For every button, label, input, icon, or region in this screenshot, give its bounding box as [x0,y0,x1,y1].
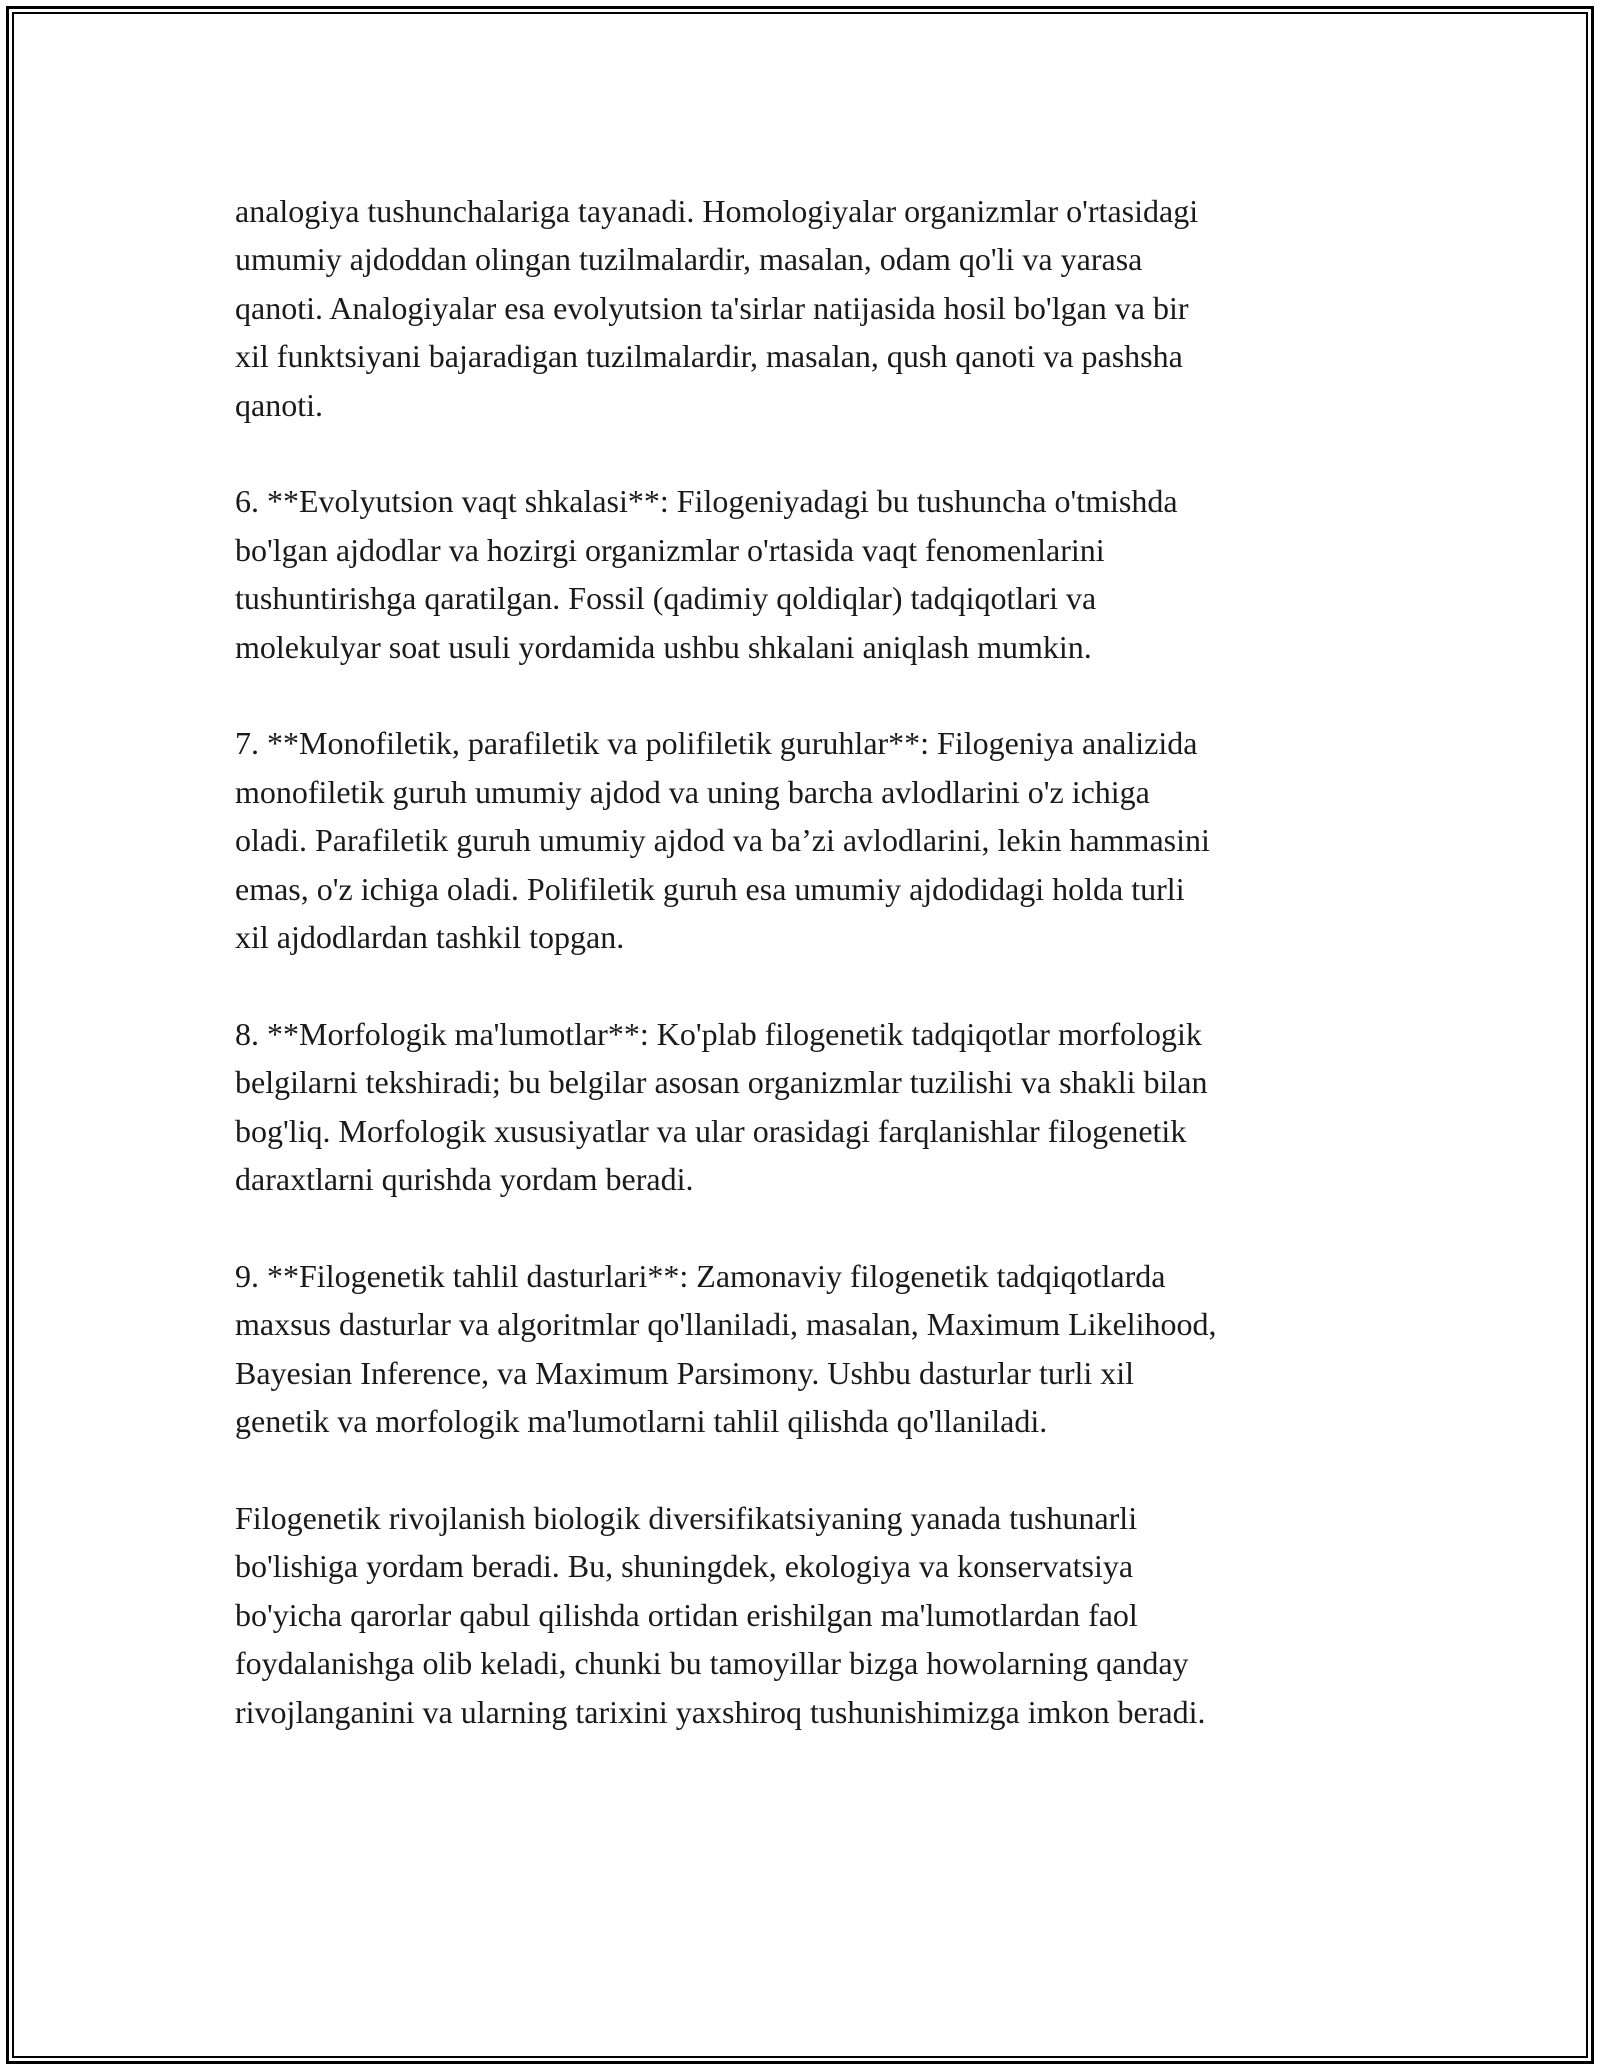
text-line: xil ajdodlardan tashkil topgan. [235,919,625,956]
text-line: foydalanishga olib keladi, chunki bu tamoyillar bizga howolarning qanday [235,1645,1189,1682]
text-line: bo'yicha qarorlar qabul qilishda ortidan erishilgan ma'lumotlardan faol [235,1596,1138,1633]
text-line: daraxtlarni qurishda yordam beradi. [235,1161,694,1198]
text-line: 6. **Evolyutsion vaqt shkalasi**: Filogeniyadagi bu tushuncha o'tmishda [235,483,1178,520]
text-line: 9. **Filogenetik tahlil dasturlari**: Zamonaviy filogenetik tadqiqotlarda [235,1257,1166,1294]
text-line: Bayesian Inference, va Maximum Parsimony. Ushbu dasturlar turli xil [235,1354,1135,1391]
text-line: 8. **Morfologik ma'lumotlar**: Ko'plab filogenetik tadqiqotlar morfologik [235,1015,1202,1052]
text-line: monofiletik guruh umumiy ajdod va uning barcha avlodlarini o'z ichiga [235,773,1150,810]
text-line: Filogenetik rivojlanish biologik diversifikatsiyaning yanada tushunarli [235,1499,1138,1536]
text-line: belgilarni tekshiradi; bu belgilar asosan organizmlar tuzilishi va shakli bilan [235,1064,1208,1101]
paragraph-homology-analogy [235,187,1375,429]
text-line: bo'lgan ajdodlar va hozirgi organizmlar o'rtasida vaqt fenomenlarini [235,531,1105,568]
list-item-6-evolutionary-timescale [235,477,1375,671]
text-line: emas, o'z ichiga oladi. Polifiletik guruh esa umumiy ajdodidagi holda turli [235,870,1185,907]
list-item-8-morphological-data [235,1010,1375,1204]
text-line: rivojlanganini va ularning tarixini yaxshiroq tushunishimizga imkon beradi. [235,1693,1206,1730]
text-line: tushuntirishga qaratilgan. Fossil (qadimiy qoldiqlar) tadqiqotlari va [235,580,1097,617]
text-line: oladi. Parafiletik guruh umumiy ajdod va ba’zi avlodlarini, lekin hammasini [235,822,1210,859]
text-line: qanoti. [235,386,323,423]
text-line: bo'lishiga yordam beradi. Bu, shuningdek, ekologiya va konservatsiya [235,1548,1134,1585]
text-line: analogiya tushunchalariga tayanadi. Homologiyalar organizmlar o'rtasidagi [235,193,1199,229]
text-line: genetik va morfologik ma'lumotlarni tahlil qilishda qo'llaniladi. [235,1403,1048,1440]
list-item-9-analysis-software [235,1252,1375,1446]
text-line: 7. **Monofiletik, parafiletik va polifiletik guruhlar**: Filogeniya analizida [235,725,1198,762]
text-line: xil funktsiyani bajaradigan tuzilmalardir, masalan, qush qanoti va pashsha [235,338,1183,375]
document-body [235,187,1375,1784]
text-line: molekulyar soat usuli yordamida ushbu shkalani aniqlash mumkin. [235,628,1092,665]
text-line: qanoti. Analogiyalar esa evolyutsion ta'sirlar natijasida hosil bo'lgan va bir [235,289,1189,326]
text-line: maxsus dasturlar va algoritmlar qo'llaniladi, masalan, Maximum Likelihood, [235,1306,1217,1343]
list-item-7-phyletic-groups [235,719,1375,961]
paragraph-conclusion [235,1494,1375,1736]
text-line: bog'liq. Morfologik xususiyatlar va ular orasidagi farqlanishlar filogenetik [235,1112,1187,1149]
text-line: umumiy ajdoddan olingan tuzilmalardir, masalan, odam qo'li va yarasa [235,241,1143,278]
